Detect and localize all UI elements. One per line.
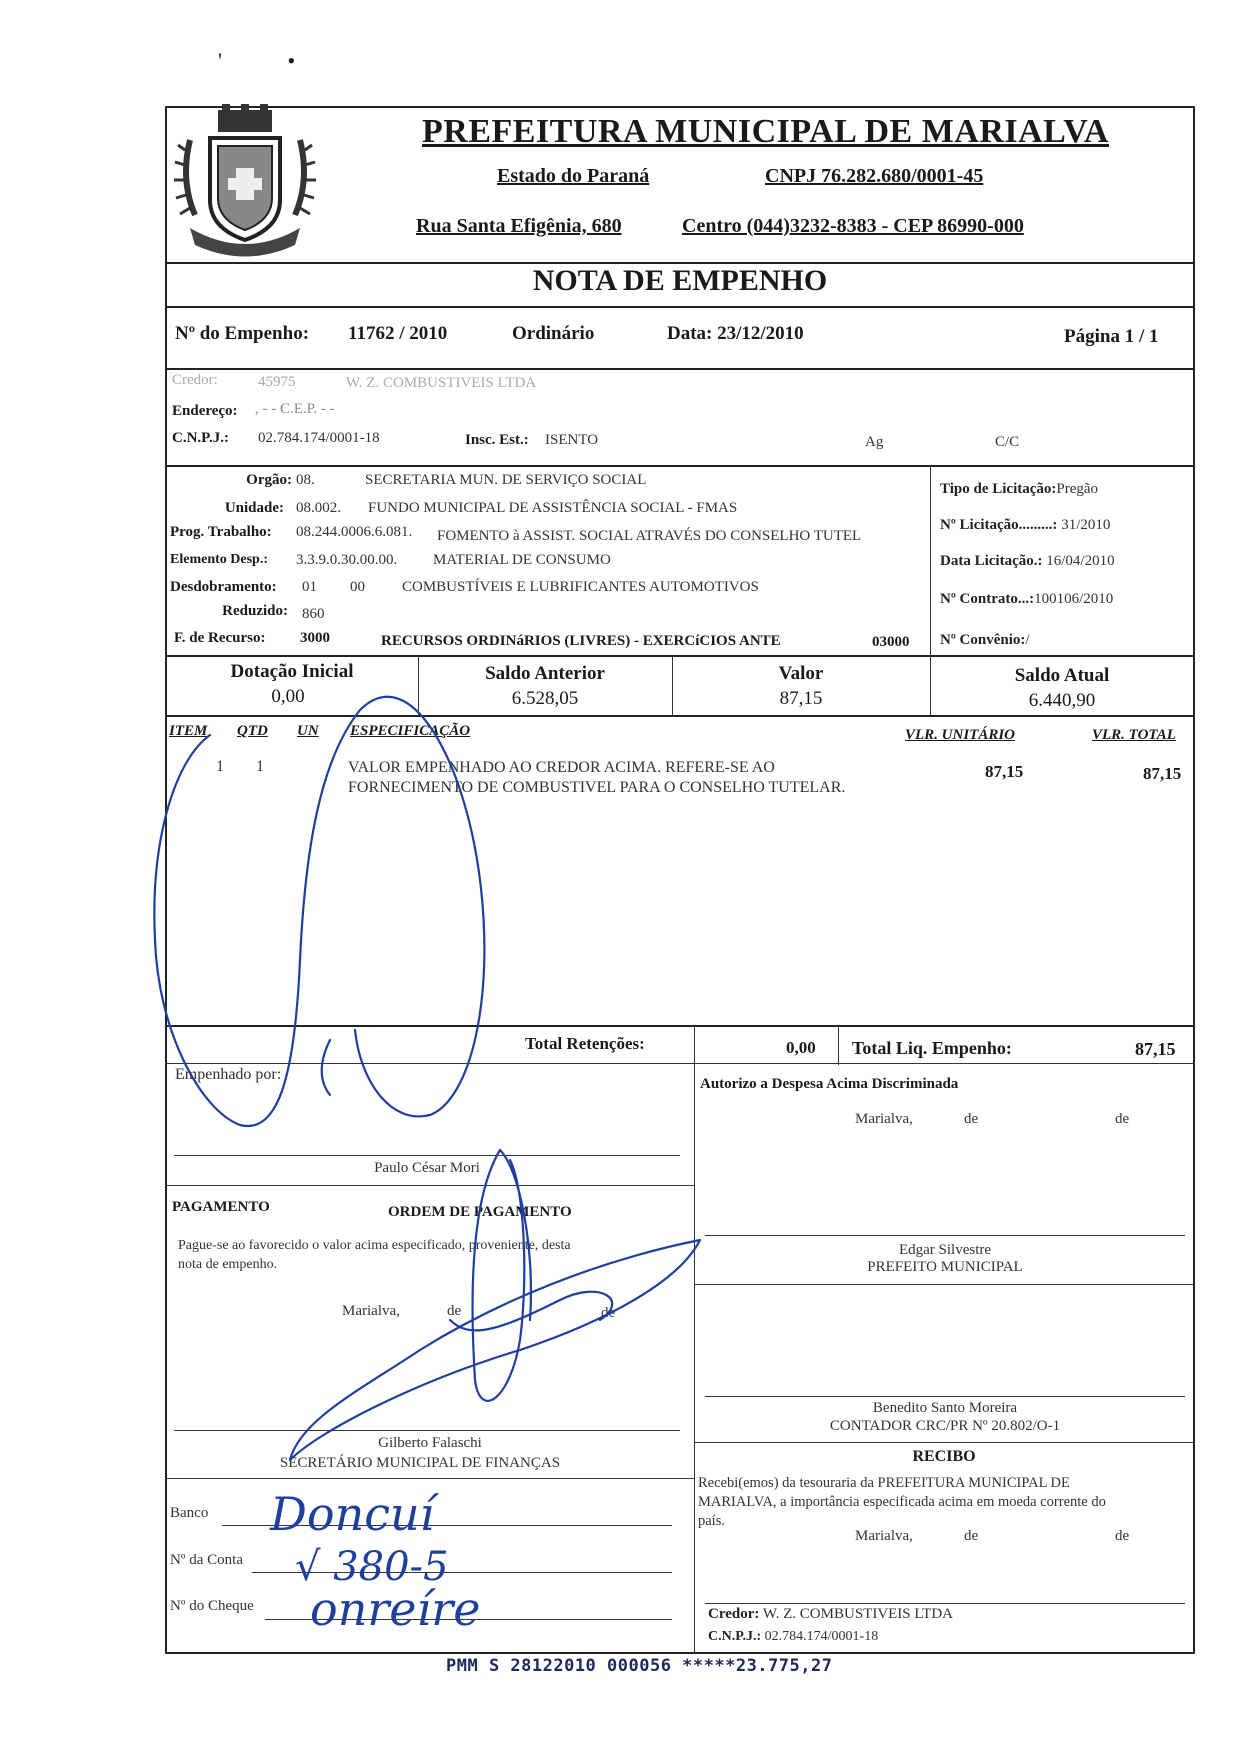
credor-label: Credor: <box>172 372 218 388</box>
insc-value: ISENTO <box>545 432 599 448</box>
saldo-anterior-value: 6.528,05 <box>511 688 579 709</box>
header-address-rest: Centro (044)3232-8383 - CEP 86990-000 <box>682 215 1024 237</box>
row-especificacao-line2: FORNECIMENTO DE COMBUSTIVEL PARA O CONSELHO TUTELAR. <box>348 779 846 796</box>
recibo-de2: de <box>1115 1528 1130 1544</box>
licitacao-numero: Nº Licitação.........: 31/2010 <box>940 517 1111 533</box>
scan-marks: ' • <box>218 48 326 73</box>
fonte-recurso-desc: RECURSOS ORDINáRIOS (LIVRES) - EXERCíCIOS ANTE <box>381 633 781 649</box>
col-un: UN <box>297 723 319 739</box>
desdobramento-code1: 01 <box>302 579 317 595</box>
desdobramento-code2: 00 <box>350 579 365 595</box>
row-especificacao-line1: VALOR EMPENHADO AO CREDOR ACIMA. REFERE-SE AO <box>348 759 775 776</box>
header-address-street: Rua Santa Efigênia, 680 <box>416 215 622 237</box>
autorizo-de1: de <box>964 1111 979 1127</box>
orgao-code: 08. <box>296 472 315 488</box>
payment-stamp: PMM S 28122010 000056 *****23.775,27 <box>446 1656 833 1676</box>
contador-title: CONTADOR CRC/PR Nº 20.802/O-1 <box>829 1418 1061 1434</box>
recibo-label: RECIBO <box>912 1448 976 1465</box>
pague-line1: Pague-se ao favorecido o valor acima especificado, proveniente, desta <box>178 1238 571 1253</box>
col-especificacao: ESPECIFICAÇÃO <box>350 723 471 739</box>
ordem-marialva: Marialva, <box>342 1303 400 1319</box>
fonte-recurso-code2: 03000 <box>872 634 910 650</box>
credor-code: 45975 <box>258 374 296 390</box>
orgao-desc: SECRETARIA MUN. DE SERVIÇO SOCIAL <box>365 472 647 488</box>
pagamento-label: PAGAMENTO <box>172 1199 270 1215</box>
conta-label: Nº da Conta <box>170 1552 243 1568</box>
fonte-recurso-label: F. de Recurso: <box>174 630 266 646</box>
saldo-atual-value: 6.440,90 <box>1028 690 1096 711</box>
recibo-line2: MARIALVA, a importância especificada acima em moeda corrente do <box>698 1494 1106 1510</box>
desdobramento-label: Desdobramento: <box>170 579 277 595</box>
empenho-date: Data: 23/12/2010 <box>667 323 804 344</box>
prog-trabalho-desc: FOMENTO à ASSIST. SOCIAL ATRAVÉS DO CONSELHO TUTEL <box>437 528 862 544</box>
licitacao-tipo: Tipo de Licitação:Pregão <box>940 481 1099 497</box>
conta-handwriting: √ 380-5 <box>295 1544 449 1590</box>
recibo-cnpj: C.N.P.J.: 02.784.174/0001-18 <box>708 1629 879 1644</box>
col-item: ITEM <box>169 723 208 739</box>
empenhado-por-name: Paulo César Mori <box>374 1160 480 1176</box>
secretario-title: SECRETÁRIO MUNICIPAL DE FINANÇAS <box>279 1455 561 1471</box>
credor-name: W. Z. COMBUSTIVEIS LTDA <box>346 375 537 391</box>
header-cnpj: CNPJ 76.282.680/0001-45 <box>765 165 984 187</box>
row-vlr-total: 87,15 <box>1143 764 1182 783</box>
header-state: Estado do Paraná <box>497 165 650 187</box>
header-title: PREFEITURA MUNICIPAL DE MARIALVA <box>422 113 1109 150</box>
col-qtd: QTD <box>237 723 268 739</box>
empenhado-por-label: Empenhado por: <box>175 1066 282 1083</box>
valor-label: Valor <box>778 663 824 684</box>
elemento-desp-desc: MATERIAL DE CONSUMO <box>433 552 611 568</box>
dotacao-label: Dotação Inicial <box>230 661 354 682</box>
fonte-recurso-code: 3000 <box>300 630 330 646</box>
dotacao-value: 0,00 <box>271 686 305 707</box>
licitacao-convenio: Nº Convênio:/ <box>940 632 1030 648</box>
unidade-label: Unidade: <box>224 500 284 516</box>
autorizo-label: Autorizo a Despesa Acima Discriminada <box>700 1076 959 1092</box>
col-vlr-total: VLR. TOTAL <box>1092 727 1176 743</box>
autorizo-de2: de <box>1115 1111 1130 1127</box>
page-indicator: Página 1 / 1 <box>1064 326 1159 347</box>
credor-cnpj-value: 02.784.174/0001-18 <box>258 430 380 446</box>
row-vlr-unitario: 87,15 <box>985 762 1024 781</box>
ag-label: Ag <box>865 434 884 450</box>
cheque-label: Nº do Cheque <box>170 1598 254 1614</box>
secretario-name: Gilberto Falaschi <box>378 1435 482 1451</box>
desdobramento-desc: COMBUSTÍVEIS E LUBRIFICANTES AUTOMOTIVOS <box>402 579 759 595</box>
reduzido-label: Reduzido: <box>222 603 288 619</box>
unidade-code: 08.002. <box>296 500 341 516</box>
credor-cnpj-label: C.N.P.J.: <box>172 430 229 446</box>
elemento-desp-label: Elemento Desp.: <box>170 552 268 567</box>
cc-label: C/C <box>995 434 1020 450</box>
prefeito-title: PREFEITO MUNICIPAL <box>867 1259 1023 1275</box>
saldo-atual-label: Saldo Atual <box>1014 665 1110 686</box>
insc-label: Insc. Est.: <box>465 432 529 448</box>
empenho-number: 11762 / 2010 <box>348 323 448 344</box>
autorizo-marialva: Marialva, <box>855 1111 913 1127</box>
total-liq-label: Total Liq. Empenho: <box>852 1038 1012 1058</box>
licitacao-contrato: Nº Contrato...:100106/2010 <box>940 591 1114 607</box>
unidade-desc: FUNDO MUNICIPAL DE ASSISTÊNCIA SOCIAL - FMAS <box>368 500 738 516</box>
pague-line2: nota de empenho. <box>178 1257 278 1272</box>
prog-trabalho-code: 08.244.0006.6.081. <box>296 524 413 540</box>
empenho-label: Nº do Empenho: <box>175 323 310 344</box>
ordem-de2: de <box>601 1305 616 1321</box>
recibo-credor: Credor: W. Z. COMBUSTIVEIS LTDA <box>708 1606 954 1622</box>
licitacao-data: Data Licitação.: 16/04/2010 <box>940 553 1115 569</box>
reduzido-value: 860 <box>302 606 325 622</box>
contador-name: Benedito Santo Moreira <box>872 1400 1018 1416</box>
cheque-handwriting: onreíre <box>310 1582 481 1636</box>
empenho-type: Ordinário <box>512 323 595 344</box>
valor-value: 87,15 <box>779 688 823 709</box>
total-retencoes-value: 0,00 <box>786 1038 816 1057</box>
saldo-anterior-label: Saldo Anterior <box>485 663 605 684</box>
col-vlr-unitario: VLR. UNITÁRIO <box>905 727 1016 743</box>
prog-trabalho-label: Prog. Trabalho: <box>170 524 272 540</box>
recibo-marialva: Marialva, <box>855 1528 913 1544</box>
banco-label: Banco <box>170 1505 209 1521</box>
endereco-label: Endereço: <box>172 403 238 419</box>
prefeito-name: Edgar Silvestre <box>898 1242 992 1258</box>
elemento-desp-code: 3.3.9.0.30.00.00. <box>296 552 398 568</box>
banco-handwriting: Doncuí <box>270 1487 435 1541</box>
recibo-line1: Recebi(emos) da tesouraria da PREFEITURA MUNICIPAL DE <box>698 1475 1070 1491</box>
ordem-pagamento-label: ORDEM DE PAGAMENTO <box>388 1204 572 1220</box>
row-qtd: 1 <box>256 758 264 775</box>
total-retencoes-label: Total Retenções: <box>525 1034 645 1053</box>
row-item: 1 <box>216 758 224 775</box>
recibo-line3: país. <box>698 1513 725 1529</box>
recibo-de1: de <box>964 1528 979 1544</box>
document-title: NOTA DE EMPENHO <box>532 264 828 297</box>
orgao-label: Orgão: <box>246 472 292 488</box>
endereco-value: , - - C.E.P. - - <box>255 401 335 417</box>
ordem-de1: de <box>447 1303 462 1319</box>
total-liq-value: 87,15 <box>1135 1039 1176 1059</box>
